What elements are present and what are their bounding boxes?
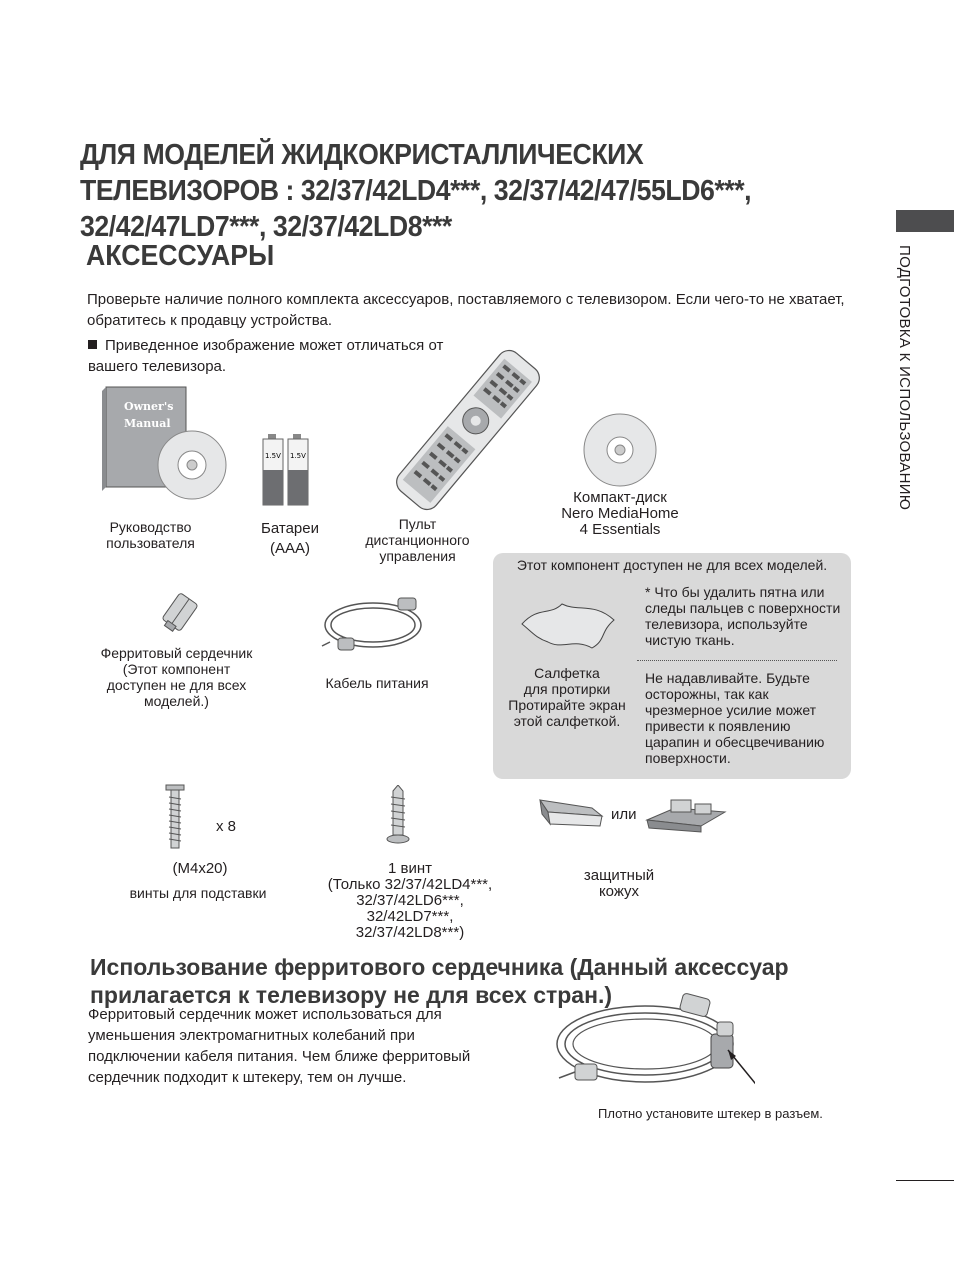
ferrite-section-paragraph: Ферритовый сердечник может использоваться для уменьшения электромагнитных колебаний при подключении кабеля питания. Чем ближе ферритовый сердечник подходит к штекеру, тем он лучше. bbox=[88, 1006, 471, 1086]
cover-caption bbox=[560, 868, 678, 900]
cover-caption-line2: кожух bbox=[598, 883, 640, 900]
protective-cover-b-illustration bbox=[645, 798, 730, 836]
manual-caption-line1: Руководство bbox=[109, 519, 192, 535]
manual-cover-line2: Manual bbox=[124, 417, 171, 430]
single-screw-line1: 1 винт bbox=[387, 860, 432, 877]
cd-caption-line3: 4 Essentials bbox=[579, 521, 661, 538]
batteries-caption-line1: Батареи bbox=[261, 520, 319, 537]
ferrite-caption-line4: моделей.) bbox=[144, 693, 209, 709]
single-screw-line2: (Только 32/37/42LD4***, bbox=[327, 876, 493, 893]
cloth-box-divider bbox=[637, 660, 837, 661]
remote-caption-line1: Пульт bbox=[398, 516, 437, 532]
stand-screws-caption: винты для подставки bbox=[129, 885, 267, 901]
ferrite-caption bbox=[84, 645, 269, 709]
page-title bbox=[80, 137, 816, 245]
remote-caption-line3: управления bbox=[379, 548, 456, 564]
cd-caption bbox=[530, 490, 710, 538]
ferrite-caption-line3: доступен не для всех bbox=[106, 677, 247, 693]
ferrite-heading-line1: Использование ферритового сердечника (Данный аксессуар bbox=[90, 954, 789, 980]
manual-caption-line2: пользователя bbox=[106, 535, 195, 551]
power-cable-caption: Кабель питания bbox=[325, 675, 429, 691]
cloth-caption-line2: для протирки bbox=[523, 681, 611, 697]
note-text: Приведенное изображение может отличаться от вашего телевизора. bbox=[88, 337, 444, 375]
remote-caption bbox=[355, 516, 480, 564]
cable-with-ferrite-illustration bbox=[545, 988, 755, 1100]
screw-count: x 8 bbox=[216, 818, 237, 835]
power-cable-illustration bbox=[318, 590, 438, 660]
cd-caption-line2: Nero MediaHome bbox=[561, 505, 679, 522]
cloth-caption-line1: Салфетка bbox=[534, 665, 600, 681]
cloth-box-heading: Этот компонент доступен не для всех моделей. bbox=[516, 557, 828, 573]
title-line-1: ДЛЯ МОДЕЛЕЙ ЖИДКОКРИСТАЛЛИЧЕСКИХ bbox=[80, 139, 644, 171]
cloth-caption bbox=[497, 665, 637, 729]
stand-screw-illustration bbox=[160, 783, 190, 853]
bullet-square-icon bbox=[88, 340, 97, 349]
section-title-accessories: АКСЕССУАРЫ bbox=[86, 240, 275, 272]
title-line-2: ТЕЛЕВИЗОРОВ : 32/37/42LD4***, 32/37/42/47/55LD6***, bbox=[80, 175, 752, 207]
protective-cover-a-illustration bbox=[536, 790, 606, 830]
cloth-tip: * Что бы удалить пятна или следы пальцев с поверхности телевизора, используйте чистую ткань. bbox=[645, 584, 841, 648]
ferrite-core-illustration bbox=[150, 587, 210, 637]
ferrite-caption-line2: (Этот компонент bbox=[122, 661, 231, 677]
ferrite-heading-line2: прилагается к телевизору не для всех стран.) bbox=[90, 982, 613, 1008]
title-line-3: 32/42/47LD7***, 32/37/42LD8*** bbox=[80, 211, 452, 243]
cover-caption-line1: защитный bbox=[583, 867, 655, 884]
remote-illustration bbox=[388, 348, 548, 513]
single-screw-line3: 32/37/42LD6***, bbox=[356, 892, 464, 909]
manual-cover-line1: Owner's bbox=[124, 400, 174, 413]
single-screw-line4: 32/42LD7***, bbox=[366, 908, 454, 925]
ferrite-caption-line1: Ферритовый сердечник bbox=[100, 645, 253, 661]
manual-caption bbox=[88, 519, 213, 551]
side-tab-marker bbox=[896, 210, 954, 232]
plug-caption: Плотно установите штекер в разъем. bbox=[598, 1106, 823, 1121]
battery-label-2: 1.5V bbox=[290, 452, 306, 460]
batteries-caption bbox=[240, 519, 340, 559]
intro-text: Проверьте наличие полного комплекта аксессуаров, поставляемого с телевизором. Если чего-то не хватает, обратитесь к продавцу устройства. bbox=[87, 291, 845, 329]
cd-illustration bbox=[580, 410, 660, 490]
cloth-caption-line4: этой салфеткой. bbox=[513, 713, 621, 729]
screw-size: (M4x20) bbox=[172, 860, 228, 877]
single-screw-illustration bbox=[383, 785, 413, 845]
cloth-caption-line3: Протирайте экран bbox=[508, 697, 626, 713]
cover-or-text: или bbox=[611, 806, 637, 823]
cloth-illustration bbox=[518, 598, 618, 650]
remote-caption-line2: дистанционного bbox=[365, 532, 470, 548]
batteries-illustration bbox=[260, 434, 315, 506]
footer-rule bbox=[896, 1180, 954, 1181]
cloth-warning: Не надавливайте. Будьте осторожны, так как чрезмерное усилие может привести к появлению царапин и обесцвечиванию поверхности. bbox=[645, 670, 825, 766]
batteries-caption-line2: (AAA) bbox=[269, 540, 310, 557]
side-tab-label: ПОДГОТОВКА К ИСПОЛЬЗОВАНИЮ bbox=[896, 245, 913, 511]
single-screw-caption bbox=[300, 861, 520, 941]
cd-caption-line1: Компакт-диск bbox=[573, 489, 667, 506]
manual-illustration bbox=[100, 383, 235, 503]
battery-label-1: 1.5V bbox=[265, 452, 281, 460]
single-screw-line5: 32/37/42LD8***) bbox=[355, 924, 465, 941]
